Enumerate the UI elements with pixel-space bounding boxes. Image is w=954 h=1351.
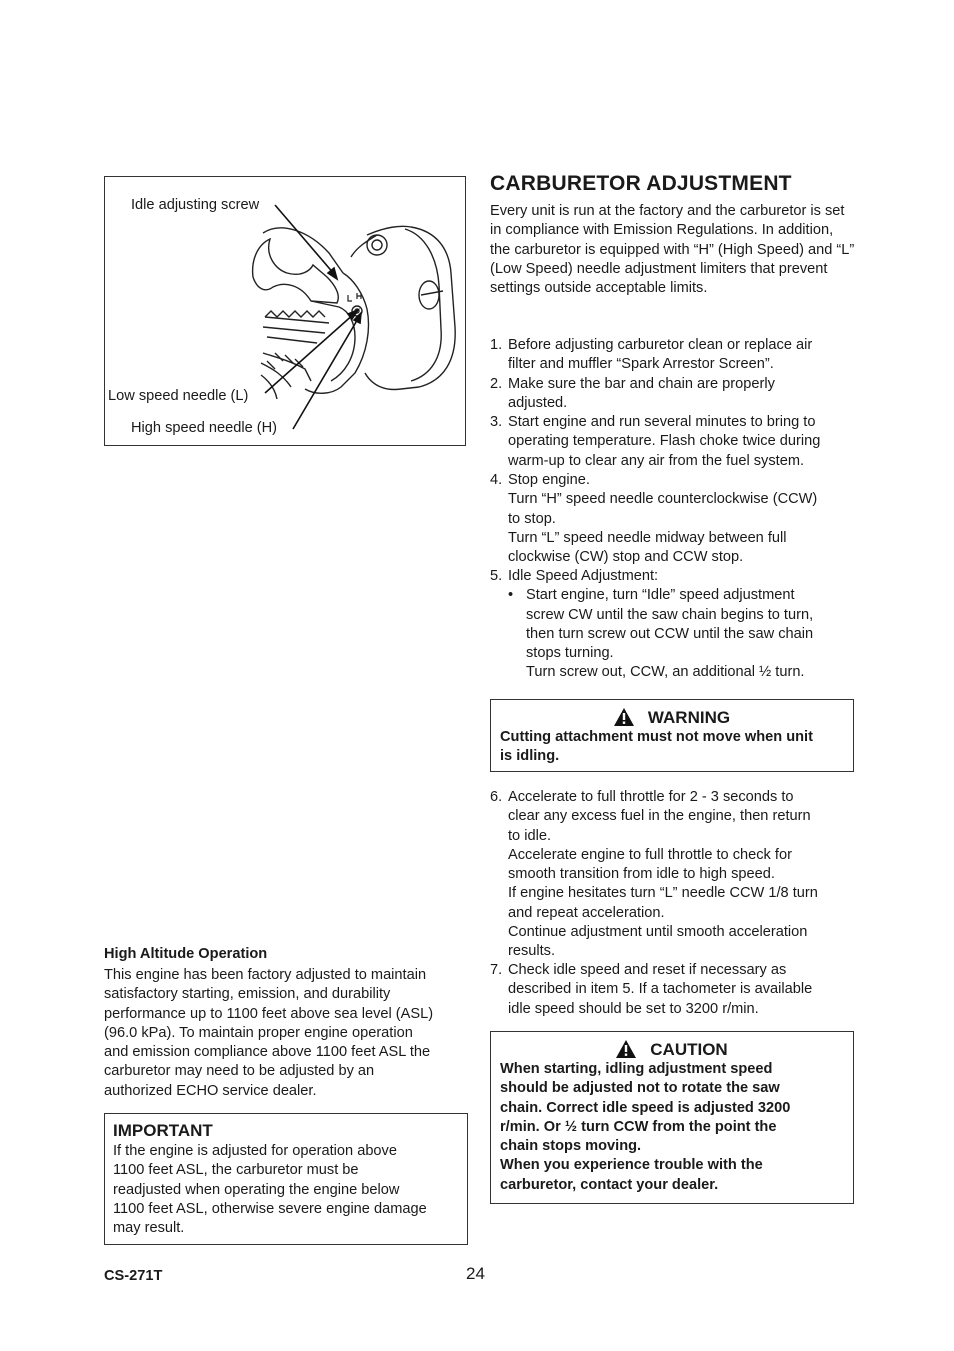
step-line: Turn “L” speed needle midway between full — [508, 529, 787, 546]
step-line: Stop engine. — [508, 472, 590, 488]
important-line: may result. — [113, 1220, 185, 1237]
step-number: 2. — [490, 376, 503, 392]
step-line: clear any excess fuel in the engine, then return — [508, 808, 811, 825]
step-number: 3. — [490, 414, 503, 430]
step-line: Check idle speed and reset if necessary as — [508, 962, 787, 978]
high-altitude-body — [104, 966, 468, 1101]
step-line: filter and muffler “Spark Arrestor Screen”. — [508, 356, 774, 373]
step-5 — [490, 567, 856, 683]
model-number: CS-271T — [104, 1268, 163, 1284]
step-line: Continue adjustment until smooth acceleration — [508, 924, 808, 941]
caution-line: When starting, idling adjustment speed — [500, 1061, 773, 1077]
step-number: 5. — [490, 568, 503, 584]
low-speed-needle-label: Low speed needle (L) — [108, 388, 249, 404]
idle-bullet — [508, 586, 856, 682]
section-title: CARBURETOR ADJUSTMENT — [490, 172, 792, 195]
step-line: results. — [508, 943, 556, 960]
warning-line: is idling. — [500, 748, 560, 765]
important-line: If the engine is adjusted for operation above — [113, 1143, 397, 1159]
important-line: readjusted when operating the engine below — [113, 1181, 400, 1198]
step-7 — [490, 961, 856, 1019]
warning-triangle-icon — [614, 708, 634, 726]
caution-line: chain. Correct idle speed is adjusted 3200 — [500, 1099, 791, 1116]
carburetor-illustration — [105, 177, 467, 447]
step-line: adjusted. — [508, 395, 568, 412]
warning-title: WARNING — [647, 708, 731, 727]
warning-line: Cutting attachment must not move when unit — [500, 729, 813, 745]
step-line: idle speed should be set to 3200 r/min. — [508, 1000, 759, 1017]
important-line: 1100 feet ASL, otherwise severe engine damage — [113, 1200, 427, 1217]
step-3 — [490, 413, 856, 471]
step-number: 4. — [490, 472, 503, 488]
step-line: warm-up to clear any air from the fuel system. — [508, 452, 805, 469]
bullet-line: Turn screw out, CCW, an additional ½ turn. — [526, 664, 805, 681]
caution-title: CAUTION — [650, 1040, 728, 1059]
intro-paragraph: Every unit is run at the factory and the carburetor is set in compliance with Emission Regulations. In addition, the carburetor is equipped with “H” (High Speed) and “L” (Low Speed) needle adjustment limiters that prevent settings outside acceptable limits. — [490, 203, 855, 297]
caution-line: chain stops moving. — [500, 1138, 642, 1155]
caution-line: r/min. Or ½ turn CCW from the point the — [500, 1118, 777, 1135]
step-line: operating temperature. Flash choke twice during — [508, 433, 821, 450]
step-line: smooth transition from idle to high speed. — [508, 866, 775, 883]
step-line: Start engine and run several minutes to bring to — [508, 414, 816, 430]
step-line: described in item 5. If a tachometer is available — [508, 981, 813, 998]
ha-line: and emission compliance above 1100 feet ASL the — [104, 1044, 431, 1061]
idle-screw-label: Idle adjusting screw — [131, 197, 260, 213]
caution-line: carburetor, contact your dealer. — [500, 1176, 719, 1193]
step-line: Idle Speed Adjustment: — [508, 568, 659, 584]
important-box — [104, 1113, 468, 1245]
ha-line: authorized ECHO service dealer. — [104, 1082, 317, 1099]
important-line: 1100 feet ASL, the carburetor must be — [113, 1162, 359, 1179]
step-number: 7. — [490, 962, 503, 978]
step-number: 1. — [490, 337, 503, 353]
high-altitude-title: High Altitude Operation — [104, 946, 268, 962]
step-line: Turn “H” speed needle counterclockwise (CCW) — [508, 491, 818, 508]
bullet-dot: • — [508, 587, 514, 604]
step-2 — [490, 375, 856, 414]
carburetor-figure — [104, 176, 466, 446]
high-speed-needle-label: High speed needle (H) — [131, 420, 278, 436]
step-line: clockwise (CW) stop and CCW stop. — [508, 549, 744, 566]
step-1 — [490, 336, 856, 375]
step-line: Make sure the bar and chain are properly — [508, 376, 775, 392]
step-line: to idle. — [508, 827, 551, 844]
caution-triangle-icon — [616, 1040, 636, 1058]
step-line: and repeat acceleration. — [508, 904, 665, 921]
important-title: IMPORTANT — [113, 1121, 213, 1140]
step-line: Accelerate to full throttle for 2 - 3 seconds to — [508, 789, 794, 805]
step-line: Before adjusting carburetor clean or replace air — [508, 337, 813, 353]
bullet-line: Start engine, turn “Idle” speed adjustment — [526, 587, 795, 604]
step-line: If engine hesitates turn “L” needle CCW 1/8 turn — [508, 885, 818, 902]
step-line: to stop. — [508, 510, 556, 527]
bullet-line: then turn screw out CCW until the saw chain — [526, 625, 814, 642]
caution-box — [490, 1031, 854, 1204]
step-6 — [490, 788, 856, 962]
page-number: 24 — [466, 1264, 485, 1283]
ha-line: (96.0 kPa). To maintain proper engine operation — [104, 1024, 413, 1041]
caution-line: should be adjusted not to rotate the saw — [500, 1080, 780, 1097]
bullet-line: screw CW until the saw chain begins to turn, — [526, 606, 814, 623]
step-4 — [490, 471, 856, 567]
ha-line: This engine has been factory adjusted to maintain — [104, 967, 427, 983]
ha-line: satisfactory starting, emission, and durability — [104, 986, 391, 1003]
warning-box — [490, 699, 854, 772]
step-line: Accelerate engine to full throttle to check for — [508, 846, 792, 863]
caution-line: When you experience trouble with the — [500, 1157, 763, 1174]
ha-line: carburetor may need to be adjusted by an — [104, 1063, 375, 1080]
step-number: 6. — [490, 789, 503, 805]
bullet-line: stops turning. — [526, 645, 614, 662]
ha-line: performance up to 1100 feet above sea level (ASL) — [104, 1005, 434, 1022]
